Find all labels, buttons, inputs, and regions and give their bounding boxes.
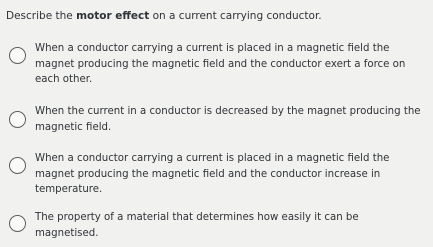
answer-option-1-label: When a conductor carrying a current is placed in a magnetic field the magnet producing the magnetic field and the conductor exert a force on each other. bbox=[35, 43, 406, 85]
radio-button-4[interactable] bbox=[9, 215, 26, 232]
question-suffix: on a current carrying conductor. bbox=[149, 10, 322, 22]
question-emphasis: motor effect bbox=[76, 10, 150, 22]
answer-option-4-label: The property of a material that determines how easily it can be magnetised. bbox=[35, 212, 359, 239]
question-prefix: Describe the bbox=[6, 10, 77, 22]
radio-button-2[interactable] bbox=[9, 111, 26, 128]
question-text bbox=[6, 9, 322, 23]
radio-button-1[interactable] bbox=[9, 47, 26, 64]
answer-option-3-label: When a conductor carrying a current is placed in a magnetic field the magnet producing the magnetic field and the conductor increase in temperature. bbox=[35, 153, 390, 195]
radio-button-3[interactable] bbox=[9, 157, 26, 174]
answer-option-2-label: When the current in a conductor is decreased by the magnet producing the magnetic field. bbox=[35, 106, 421, 133]
